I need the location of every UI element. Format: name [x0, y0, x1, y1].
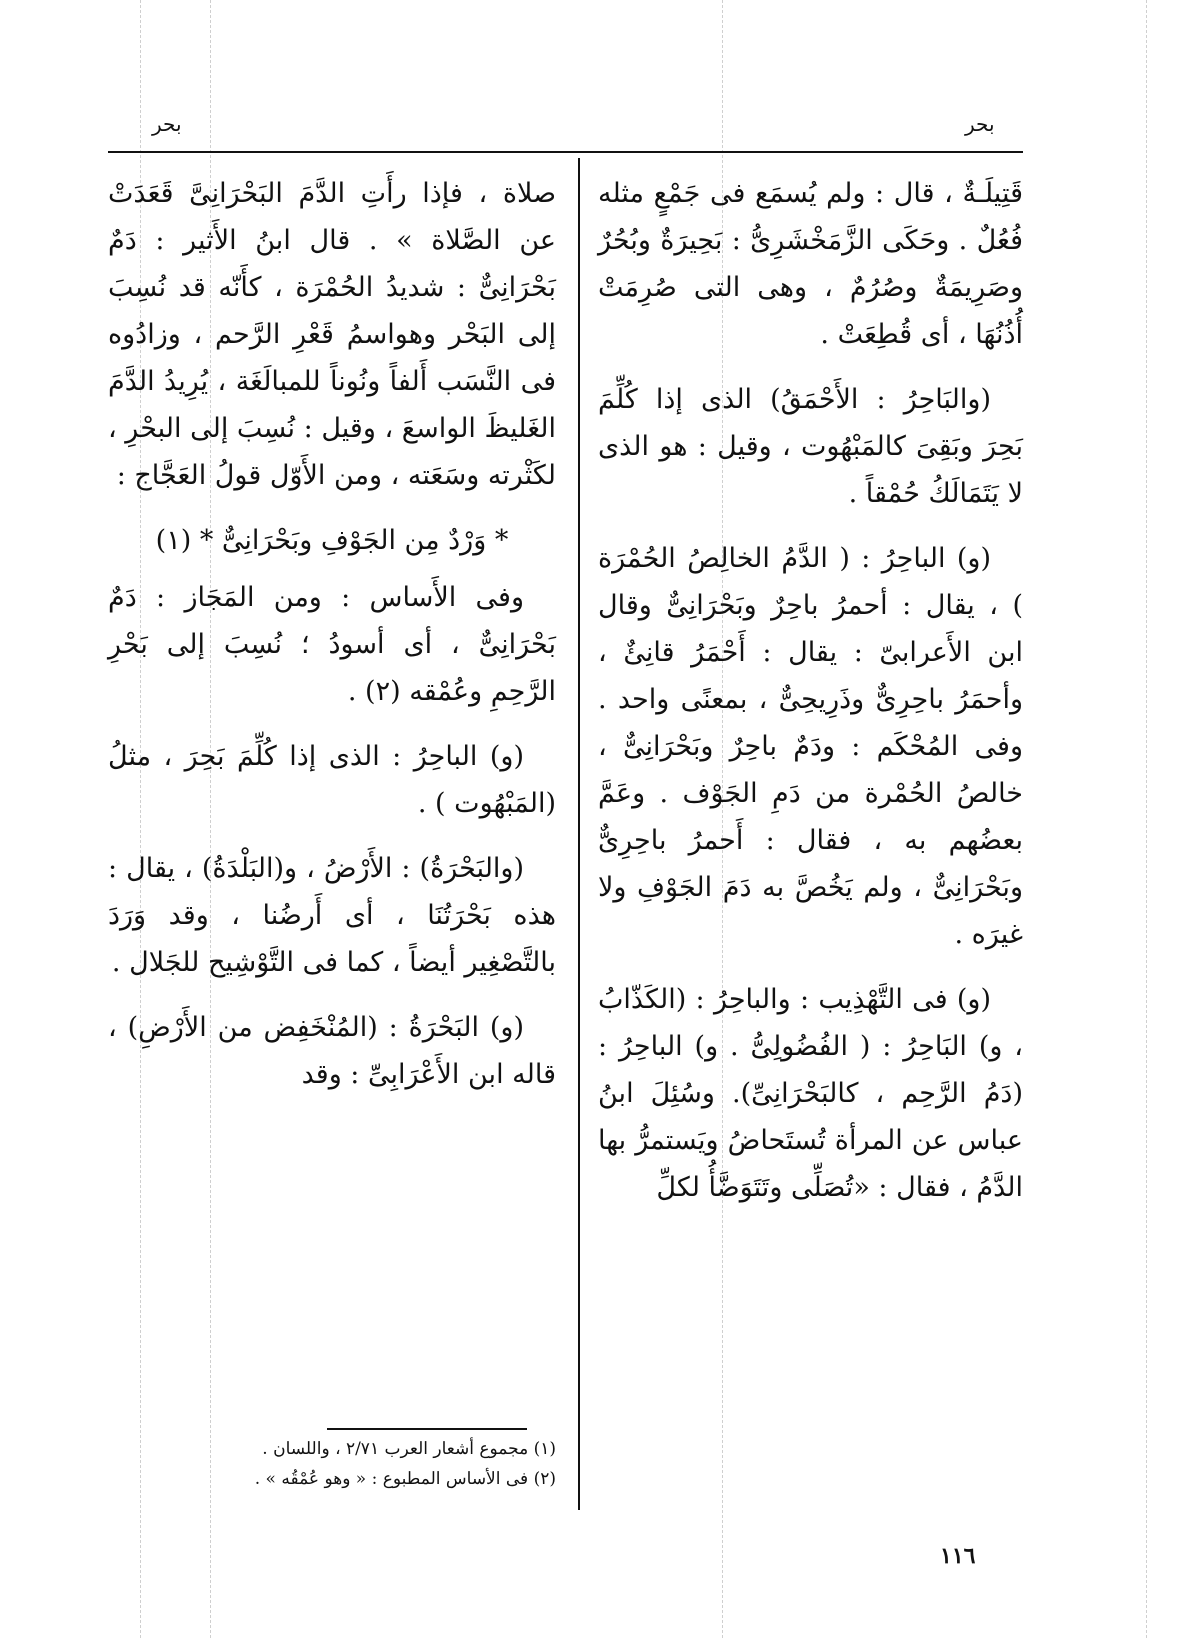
paragraph: (و) الباحِرُ : ( الدَّمُ الخالِصُ الحُمْرَة ) ، يقال : أحمرُ باحِرٌ وبَحْرَانِىٌّ وقال ابن الأَعرابىّ : يقال : أَحْمَرُ قانِئٌ ، وأحمَرُ باحِرِىٌّ وذَرِيحِىٌّ ، بمعنًى واحد . وفى المُحْكَم : ودَمٌ باحِرٌ وبَحْرَانِىٌّ ، خالصُ الحُمْرة من دَمِ الجَوْف . وعَمَّ بعضُهم به ، فقال : أَحمرُ باحِرِىٌّ وبَحْرَانِىٌّ ، ولم يَخُصَّ به دَمَ الجَوْفِ ولا غيرَه .	[598, 543, 1023, 950]
footnote-rule	[327, 1428, 527, 1430]
paragraph: (والبَحْرَةُ) : الأَرْضُ ، و(البَلْدَةُ) ، يقال : هذه بَحْرَتُنَا ، أى أَرضُنا ، وقد وَرَدَ بالتَّصْغِير أيضاً ، كما فى التَّوْشِيح للجَلال .	[108, 853, 556, 978]
paragraph: (والبَاحِرُ : الأَحْمَقُ) الذى إذا كُلِّمَ بَحِرَ وبَقِىَ كالمَبْهُوت ، وقيل : هو الذى لا يَتَمَالَكُ حُمْقاً .	[598, 384, 1023, 509]
paragraph: (و) الباحِرُ : الذى إذا كُلِّمَ بَحِرَ ، مثلُ (المَبْهُوت ) .	[108, 741, 556, 819]
paragraph: (و) فى التَّهْذِيب : والباحِرُ : (الكَذّابُ ، و) البَاحِرُ : ( الفُضُولِىُّ . و) الباحِرُ : (دَمُ الرَّحِم ، كالبَحْرَانِىِّ). وسُئِلَ ابنُ عباس عن المرأة تُستَحاضُ ويَستمرُّ بها الدَّمُ ، فقال : «تُصَلِّى وتَتَوَضَّأُ لكلِّ	[598, 984, 1023, 1203]
paragraph: قَتِيلَـةٌ ، قال : ولم يُسمَع فى جَمْعٍ مثله فُعُلٌ . وحَكَى الزَّمَخْشَرِىُّ : بَحِيرَةٌ وبُحُرٌ وصَرِيمَةٌ وصُرُمٌ ، وهى التى صُرِمَتْ أُذُنُهَا ، أى قُطِعَتْ .	[598, 178, 1023, 350]
verse-quote: * وَرْدٌ مِن الجَوْفِ وبَحْرَانِىٌّ * (١)	[155, 525, 509, 556]
paragraph: وفى الأَساس : ومن المَجَاز : دَمٌ بَحْرَانِىٌّ ، أى أسودُ ؛ نُسِبَ إلى بَحْرِ الرَّحِمِ وعُمْقه (٢) .	[108, 582, 556, 707]
left-column	[108, 170, 556, 1116]
footnote: (١) مجموع أشعار العرب ٢/٧١ ، واللسان .	[262, 1439, 556, 1459]
page-number: ١١٦	[940, 1543, 976, 1569]
running-headword-right: بحر	[965, 112, 995, 136]
running-headword-left: بحر	[152, 112, 182, 136]
paragraph: صلاة ، فإذا رأَتِ الدَّمَ البَحْرَانِىَّ قَعَدَتْ عن الصَّلاة » . قال ابنُ الأَثير : دَمٌ بَحْرَانِىٌّ : شديدُ الحُمْرَة ، كأَنّه قد نُسِبَ إلى البَحْر وهواسمُ قَعْرِ الرَّحم ، وزادُوه فى النَّسَب أَلفاً ونُوناً للمبالَغَة ، يُرِيدُ الدَّمَ الغَليظَ الواسعَ ، وقيل : نُسِبَ إلى البحْرِ ، لكَثْرته وسَعَته ، ومن الأَوّل قولُ العَجَّاج :	[108, 178, 557, 491]
header-rule	[108, 151, 1023, 153]
right-column	[598, 170, 1023, 1229]
paragraph: (و) البَحْرَةُ : (المُنْخَفِض من الأَرْضِ) ، قاله ابن الأَعْرَابِىِّ : وقد	[108, 1012, 556, 1090]
fold-line	[1146, 0, 1147, 1638]
footnote: (٢) فى الأساس المطبوع : « وهو عُمْقُه » .	[254, 1469, 556, 1489]
column-divider	[578, 158, 580, 1510]
